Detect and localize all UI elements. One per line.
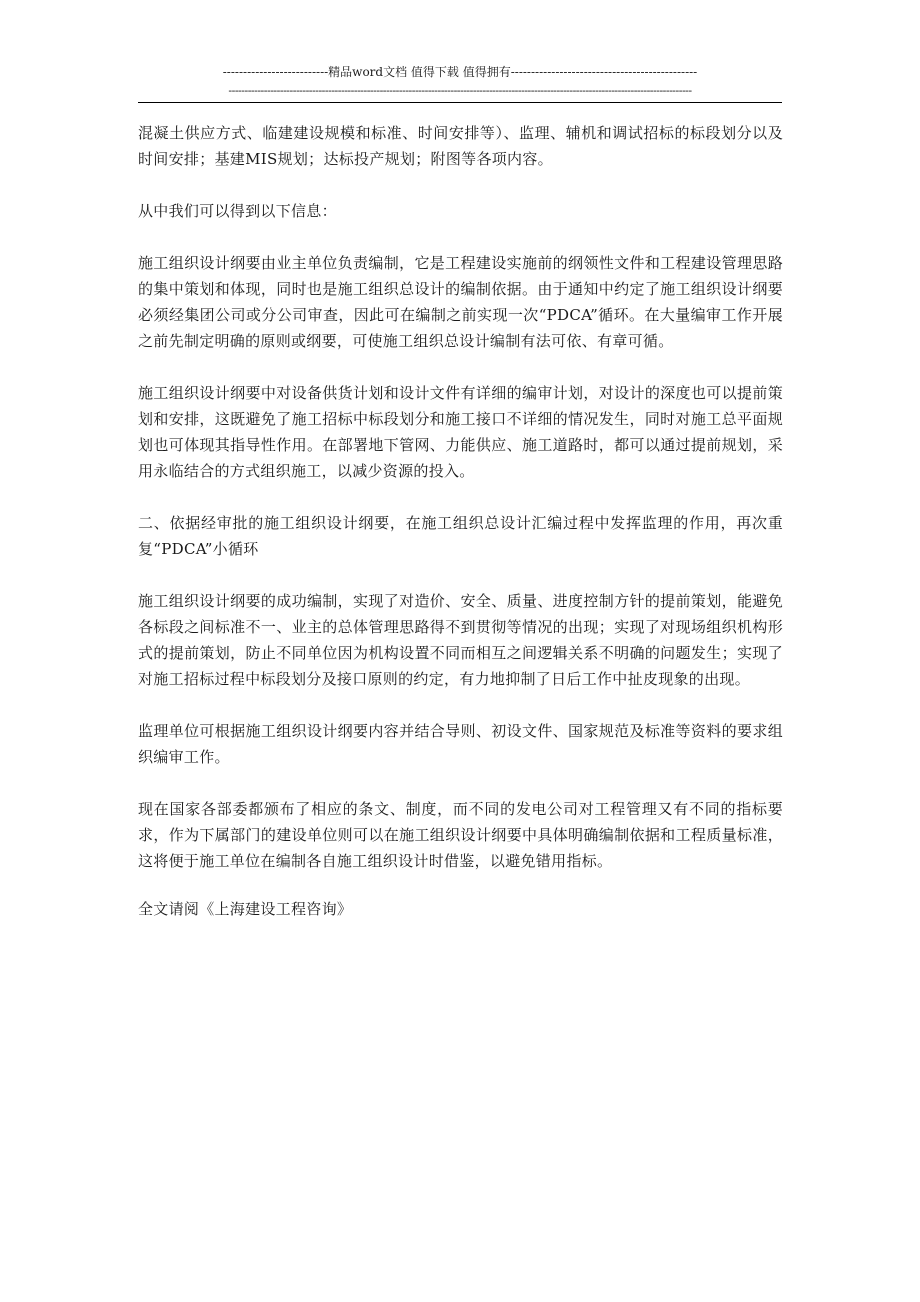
- paragraph-supervision: 监理单位可根据施工组织设计纲要内容并结合导则、初设文件、国家规范及标准等资料的要求组织编审工作。: [138, 722, 783, 766]
- document-body: [138, 120, 783, 948]
- paragraph-outline-planning: 施工组织设计纲要中对设备供货计划和设计文件有详细的编审计划，对设计的深度也可以提前策划和安排，这既避免了施工招标中标段划分和施工接口不详细的情况发生，同时对施工总平面规划也可体现其指导性作用。在部署地下管网、力能供应、施工道路时，都可以通过提前规划，采用永临结合的方式组织施工，以减少资源的投入。: [138, 384, 783, 480]
- paragraph-outline-success: 施工组织设计纲要的成功编制，实现了对造价、安全、质量、进度控制方针的提前策划，能避免各标段之间标准不一、业主的总体管理思路得不到贯彻等情况的出现；实现了对现场组织机构形式的提前策划，防止不同单位因为机构设置不同而相互之间逻辑关系不明确的问题发生；实现了对施工招标过程中标段划分及接口原则的约定，有力地抑制了日后工作中扯皮现象的出现。: [138, 592, 783, 688]
- header-divider: [138, 102, 782, 103]
- section-heading-two: 二、依据经审批的施工组织设计纲要，在施工组织总设计汇编过程中发挥监理的作用，再次重复“PDCA”小循环: [138, 514, 783, 558]
- header-banner-text: --------------------------精品word文档 值得下载 值得拥有----------------------------------------------: [222, 65, 698, 79]
- paragraph-scope-continued: 混凝土供应方式、临建建设规模和标准、时间安排等）、监理、辅机和调试招标的标段划分以及时间安排；基建MIS规划；达标投产规划；附图等各项内容。: [138, 124, 783, 168]
- header-dashed-line: ------------------------------------------------------------------------------------------------------------------------------------------------: [228, 84, 692, 97]
- page-header: [138, 64, 782, 98]
- paragraph-read-more: 全文请阅《上海建设工程咨询》: [138, 900, 353, 918]
- paragraph-intro: 从中我们可以得到以下信息：: [138, 202, 337, 220]
- paragraph-standards: 现在国家各部委都颁布了相应的条文、制度，而不同的发电公司对工程管理又有不同的指标要求，作为下属部门的建设单位则可以在施工组织设计纲要中具体明确编制依据和工程质量标准，这将便于施工单位在编制各自施工组织设计时借鉴，以避免错用指标。: [138, 800, 783, 870]
- paragraph-outline-purpose: 施工组织设计纲要由业主单位负责编制，它是工程建设实施前的纲领性文件和工程建设管理思路的集中策划和体现，同时也是施工组织总设计的编制依据。由于通知中约定了施工组织设计纲要必须经集团公司或分公司审查，因此可在编制之前实现一次“PDCA”循环。在大量编审工作开展之前先制定明确的原则或纲要，可使施工组织总设计编制有法可依、有章可循。: [138, 254, 783, 350]
